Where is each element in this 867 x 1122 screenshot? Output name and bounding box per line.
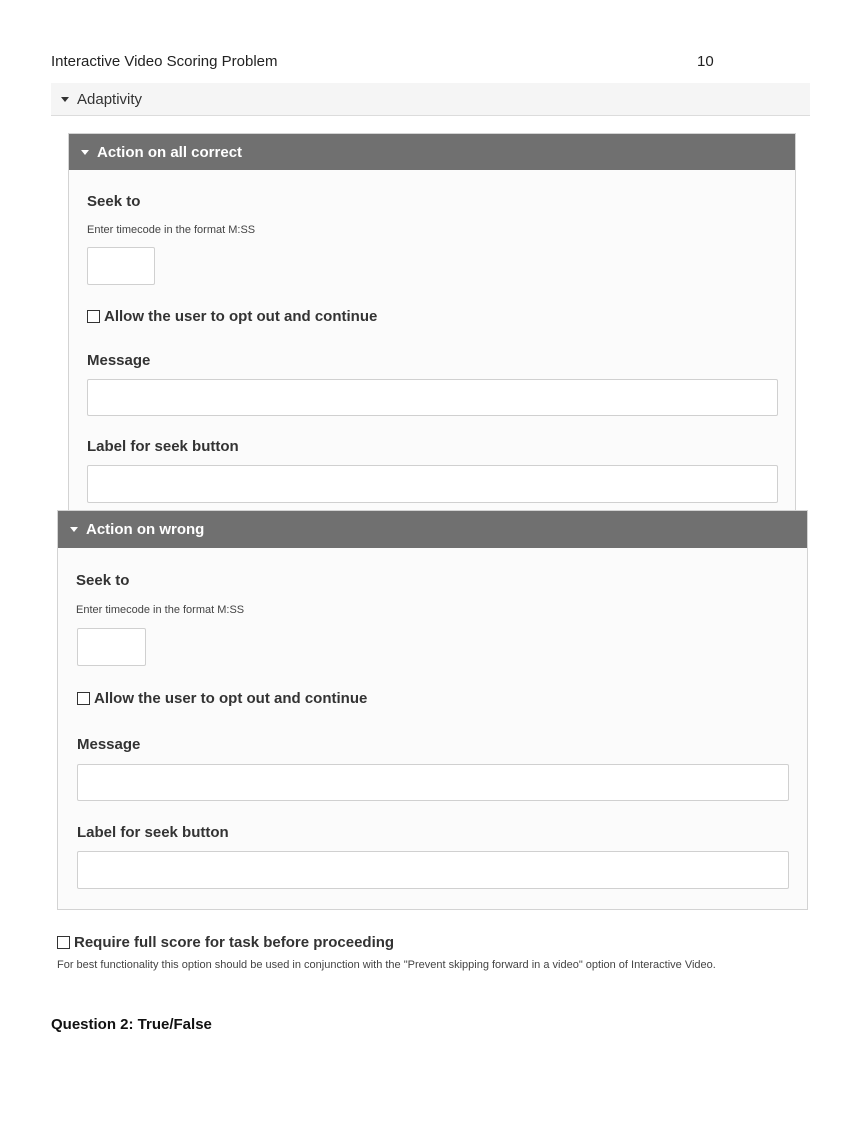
opt-out-checkbox-row[interactable] <box>77 690 367 707</box>
require-full-score-row[interactable] <box>57 934 394 951</box>
action-on-wrong-group <box>57 510 808 910</box>
seek-button-input[interactable] <box>77 851 789 889</box>
opt-out-label: Allow the user to opt out and continue <box>94 690 368 707</box>
caret-down-icon <box>61 97 69 102</box>
opt-out-label: Allow the user to opt out and continue <box>104 308 378 325</box>
opt-out-checkbox-row[interactable] <box>87 308 377 325</box>
seek-button-label: Label for seek button <box>87 438 239 455</box>
require-full-score-note: For best functionality this option should be used in conjunction with the "Prevent skipping forward in a video" option of Interactive Video. <box>57 959 716 971</box>
opt-out-checkbox[interactable] <box>77 692 90 705</box>
seek-to-description: Enter timecode in the format M:SS <box>76 604 245 616</box>
document-header-title: Interactive Video Scoring Problem <box>51 53 278 70</box>
message-input[interactable] <box>87 379 778 416</box>
message-label: Message <box>87 352 151 369</box>
action-on-all-correct-group <box>68 133 796 511</box>
action-on-wrong-header[interactable] <box>58 511 807 548</box>
message-input[interactable] <box>77 764 789 801</box>
require-full-score-label: Require full score for task before proceeding <box>74 934 395 951</box>
adaptivity-section-toggle[interactable] <box>51 83 810 116</box>
seek-to-label: Seek to <box>76 572 130 589</box>
action-on-all-correct-title: Action on all correct <box>97 143 243 161</box>
opt-out-checkbox[interactable] <box>87 310 100 323</box>
message-label: Message <box>77 736 141 753</box>
adaptivity-label: Adaptivity <box>77 90 143 108</box>
caret-down-icon <box>81 150 89 155</box>
seek-to-input[interactable] <box>77 628 146 666</box>
seek-to-input[interactable] <box>87 247 155 285</box>
require-full-score-checkbox[interactable] <box>57 936 70 949</box>
seek-to-description: Enter timecode in the format M:SS <box>87 224 256 236</box>
seek-to-label: Seek to <box>87 193 141 210</box>
action-on-wrong-title: Action on wrong <box>86 521 205 538</box>
question-heading: Question 2: True/False <box>51 1016 212 1033</box>
seek-button-label: Label for seek button <box>77 824 229 841</box>
seek-button-input[interactable] <box>87 465 778 503</box>
action-on-all-correct-header[interactable] <box>69 134 795 170</box>
caret-down-icon <box>70 527 78 532</box>
page-number: 10 <box>697 53 714 70</box>
